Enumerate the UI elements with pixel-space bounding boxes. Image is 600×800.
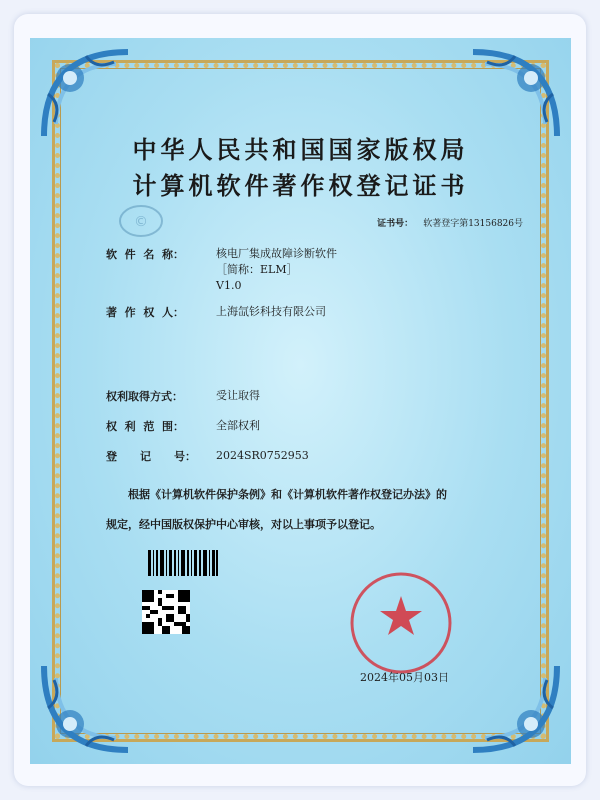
software-version: V1.0 xyxy=(216,279,242,292)
svg-text:©: © xyxy=(134,214,148,230)
field-registration-number xyxy=(106,448,309,464)
certificate-title: 计算机软件著作权登记证书 xyxy=(132,171,469,200)
certificate-number-label: 证书号： xyxy=(377,219,414,229)
software-name: 核电厂集成故障诊断软件 xyxy=(216,247,337,260)
field-label: 权利取得方式： xyxy=(106,390,183,403)
corner-ornament-icon xyxy=(465,44,565,144)
official-seal-icon xyxy=(348,570,454,676)
field-label: 权 利 范 围： xyxy=(106,420,184,433)
field-value: 上海氙钐科技有限公司 xyxy=(216,305,326,318)
issuer-title: 中华人民共和国国家版权局 xyxy=(132,135,469,164)
legal-paragraph-line2: 规定，经中国版权保护中心审核，对以上事项予以登记。 xyxy=(106,518,381,531)
corner-ornament-icon xyxy=(36,658,136,758)
field-value xyxy=(216,246,337,294)
field-value: 受让取得 xyxy=(216,389,260,402)
field-label: 软 件 名 称： xyxy=(106,248,184,261)
software-abbreviation: ［简称：ELM］ xyxy=(216,263,298,276)
field-value: 全部权利 xyxy=(216,419,260,432)
field-rights-scope xyxy=(106,418,260,434)
certificate-number xyxy=(377,216,523,229)
legal-paragraph-line1: 根据《计算机软件保护条例》和《计算机软件著作权登记办法》的 xyxy=(128,488,447,501)
barcode-icon xyxy=(148,550,218,576)
field-label: 著 作 权 人： xyxy=(106,306,184,319)
qr-code-icon xyxy=(142,590,190,634)
corner-ornament-icon xyxy=(36,44,136,144)
copyright-emblem-icon xyxy=(118,204,164,238)
field-software-name xyxy=(106,246,337,294)
field-label: 登 记 号： xyxy=(106,450,196,463)
certificate xyxy=(30,38,571,764)
field-copyright-owner xyxy=(106,304,326,320)
corner-ornament-icon xyxy=(465,658,565,758)
issue-date: 2024年05月03日 xyxy=(360,671,449,684)
field-value: 2024SR0752953 xyxy=(216,449,309,462)
certificate-number-value: 软著登字第13156826号 xyxy=(423,219,523,229)
field-acquisition-method xyxy=(106,388,260,404)
